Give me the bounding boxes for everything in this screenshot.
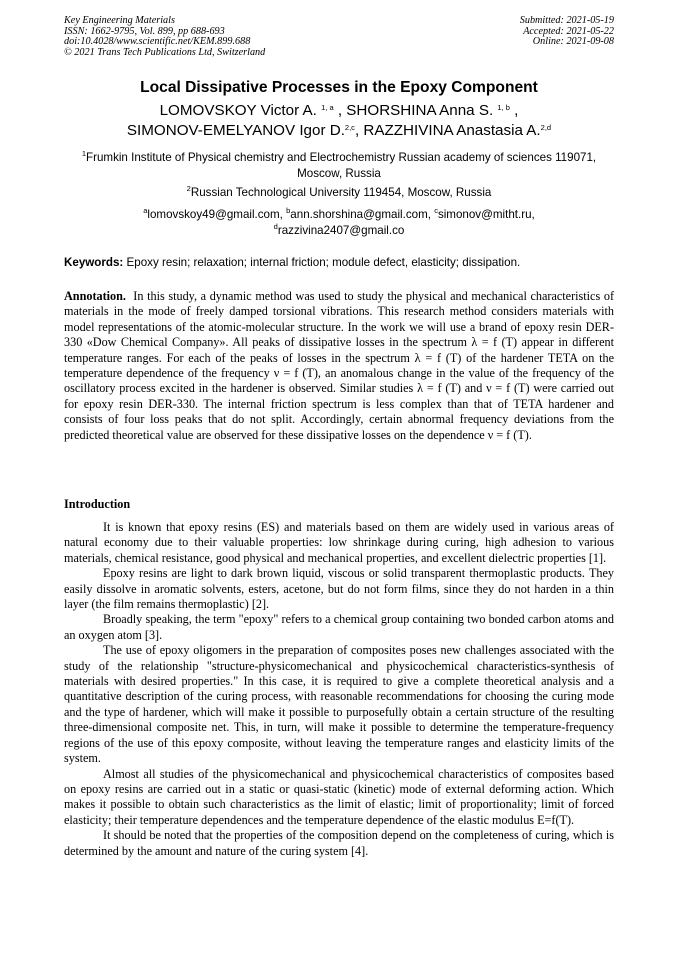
paragraph: Almost all studies of the physicomechanical and physicochemical characteristics of composites based on epoxy resins are carried out in a static or quasi-static (kinetic) mode of external deforming action. Which makes it possible to obtain such characteristics as the limit of elastic; limit of proportionality; limit of forced elasticity; their temperature dependences and the temperature dependence of the elastic modulus E=f(T). <box>64 766 614 827</box>
affiliation-text: Russian Technological University 119454, Moscow, Russia <box>190 186 492 199</box>
affiliation-mark: 2 <box>186 184 191 193</box>
author-name: RAZZHIVINA Anastasia A. <box>363 122 541 139</box>
email-link[interactable]: razzivina2407@gmail.co <box>277 223 405 237</box>
journal-header-left <box>64 16 265 58</box>
paper-title: Local Dissipative Processes in the Epoxy Component <box>140 79 538 96</box>
affiliation-1 <box>64 150 614 181</box>
online-date: Online: 2021-09-08 <box>532 36 614 48</box>
copyright-line: © 2021 Trans Tech Publications Ltd, Switzerland <box>64 46 266 58</box>
section-heading: Introduction <box>64 497 131 511</box>
author-list: LOMOVSKOY Victor A. $^{1, a}$ , SHORSHINA Anna S. $^{1, b}$ , SIMONOV-EMELYANOV Igor D.$^{2,c}$, RAZZHIVINA Anastasia A.$^{2,d}$ <box>126 102 552 139</box>
email-link[interactable]: lomovskoy49@gmail.com, <box>147 208 283 221</box>
abstract <box>64 289 614 443</box>
author-affiliation-mark: 2,d <box>540 123 552 132</box>
paragraph: Broadly speaking, the term "epoxy" refers to a chemical group containing two bonded carbon atoms and an oxygen atom [3]. <box>64 612 614 642</box>
abstract-label: Annotation. <box>64 289 126 303</box>
paragraph: It is known that epoxy resins (ES) and materials based on them are widely used in various areas of natural economy due to their valuable properties: low shrinkage during curing, high adhesion to various materials, chemical resistance, good physical and mechanical properties, and excellent dielectric properties [1]. <box>64 520 614 565</box>
keywords-text: Epoxy resin; relaxation; internal friction; module defect, elasticity; dissipation. <box>126 256 521 269</box>
keywords-label: Keywords: <box>64 256 124 269</box>
affiliation-2 <box>64 185 614 201</box>
email-link[interactable]: simonov@mitht.ru, <box>437 208 535 221</box>
journal-issn: ISSN: 1662-9795, Vol. 899, pp 688-693 <box>64 25 225 37</box>
paragraph: Epoxy resins are light to dark brown liquid, viscous or solid transparent thermoplastic products. They easily dissolve in aromatic solvents, esters, acetone, but do not form films, since they do not harden in a thin layer (the film remains thermoplastic) [2]. <box>64 566 614 612</box>
email-mark: a <box>143 206 148 215</box>
accepted-date: Accepted: 2021-05-22 <box>523 25 614 37</box>
author-affiliation-mark: 1, a <box>321 103 334 112</box>
journal-doi[interactable]: doi:10.4028/www.scientific.net/KEM.899.688 <box>64 36 251 48</box>
author-affiliation-mark: 2,c <box>344 123 355 132</box>
author-name: LOMOVSKOY Victor A. <box>159 102 317 119</box>
email-mark: d <box>273 221 278 231</box>
journal-header-right <box>520 16 614 48</box>
paragraph: It should be noted that the properties of the composition depend on the completeness of curing, which is determined by the amount and nature of the curing system [4]. <box>64 828 614 858</box>
affiliation-mark: 1 <box>81 149 87 158</box>
author-affiliation-mark: 1, b <box>497 103 510 112</box>
email-link[interactable]: ann.shorshina@gmail.com, <box>290 208 431 221</box>
author-emails <box>64 207 614 238</box>
paragraph: The use of epoxy oligomers in the preparation of composites poses new challenges associated with the study of the relationship "structure-physicomechanical and physicochemical characteristics-synthesis of materials with desired properties." In this case, it is required to give a complete theoretical analysis and a quantitative description of the curing process, with reasonable recommendations for choosing the curing mode and the type of hardener, which will make it possible to purposefully obtain a certain structure of the resulting three-dimensional composite net. This, in turn, will make it possible to determine the temperature-frequency regions of the use of this epoxy composite, without leaving the temperature ranges and elasticity limits of the system. <box>64 643 614 766</box>
journal-name: Key Engineering Materials <box>64 15 175 26</box>
keywords-line <box>64 256 624 269</box>
email-mark: b <box>286 206 291 215</box>
email-mark: c <box>434 206 438 215</box>
author-name: SIMONOV-EMELYANOV Igor D. <box>126 122 345 139</box>
submitted-date: Submitted: 2021-05-19 <box>519 15 614 26</box>
abstract-text: In this study, a dynamic method was used to study the physical and mechanical characteristics of materials in the mode of freely damped torsional vibrations. This research method considers materials with model representations of the atomic-molecular structure. In the work we will use a brand of epoxy resin DER-330 «Dow Chemical Company». All peaks of dissipative losses in the spectrum λ = f (T) appear in different temperature ranges. For each of the peaks of losses in the spectrum λ = f (T) of the hardener TETA on the temperature dependence of the frequency ν = f (T), an anomalous change in the value of the frequency of the oscillatory process excited in the hardener is observed. Similar studies λ = f (T) and ν = f (T) were carried out for epoxy resin DER-330. The internal friction spectrum is less complex than that of TETA hardener and consists of four loss peaks that do not split. Accordingly, certain abnormal frequency deviations from the predicted theoretical value are observed for these dissipative losses on the dependence ν = f (T). <box>64 289 615 442</box>
author-name: SHORSHINA Anna S. <box>346 102 494 119</box>
introduction-body <box>64 520 614 859</box>
affiliation-text: Frumkin Institute of Physical chemistry and Electrochemistry Russian academy of sciences 119071, Moscow, Russia <box>86 151 597 180</box>
